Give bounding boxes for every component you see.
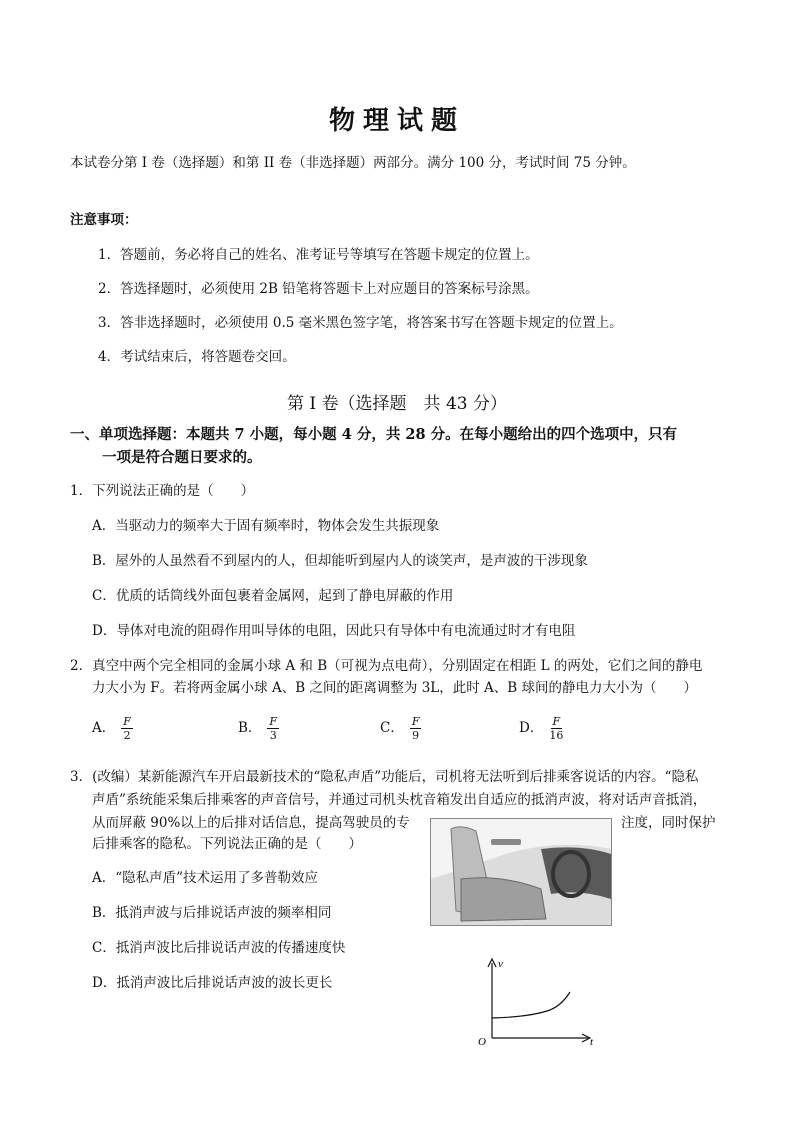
velocity-time-graph bbox=[470, 955, 600, 1050]
q3-option-d: D．抵消声波比后排说话声波的波长更长 bbox=[92, 975, 333, 991]
option-label: D． bbox=[519, 720, 544, 736]
notice-item: 2．答选择题时，必须使用 2B 铅笔将答题卡上对应题目的答案标号涂黑。 bbox=[98, 281, 539, 297]
denominator: 3 bbox=[269, 729, 277, 742]
fraction bbox=[267, 715, 279, 742]
q2-option-a bbox=[92, 715, 133, 742]
question-3-stem-cont: 注度，同时保护 bbox=[621, 815, 716, 831]
car-interior-illustration bbox=[431, 819, 611, 925]
origin-label: O bbox=[478, 1036, 486, 1048]
q2-option-c bbox=[380, 715, 421, 742]
q2-option-d bbox=[519, 715, 563, 742]
x-axis-label: t bbox=[590, 1036, 594, 1048]
fraction bbox=[549, 715, 563, 742]
question-2-stem: 2．真空中两个完全相同的金属小球 A 和 B（可视为点电荷），分别固定在相距 L 的两处，它们之间的静电 bbox=[70, 658, 703, 674]
denominator: 16 bbox=[549, 729, 564, 742]
exam-intro: 本试卷分第 I 卷（选择题）和第 II 卷（非选择题）两部分。满分 100 分，考试时间 75 分钟。 bbox=[70, 155, 636, 171]
numerator: F bbox=[123, 715, 131, 728]
numerator: F bbox=[411, 715, 420, 728]
fraction bbox=[121, 715, 133, 742]
numerator: F bbox=[552, 715, 561, 728]
q3-option-c: C．抵消声波比后排说话声波的传播速度快 bbox=[92, 940, 346, 956]
y-axis-label: v bbox=[498, 958, 503, 970]
section-title: 第 I 卷（选择题 共 43 分） bbox=[287, 394, 507, 414]
q1-option-d: D．导体对电流的阻碍作用叫导体的电阻，因此只有导体中有电流通过时才有电阻 bbox=[92, 623, 576, 639]
question-3-stem-cont: 声盾”系统能采集后排乘客的声音信号，并通过司机头枕音箱发出自适应的抵消声波，将对话声音抵消， bbox=[92, 792, 707, 808]
option-label: B． bbox=[238, 720, 262, 736]
q1-option-c: C．优质的话筒线外面包裹着金属网，起到了静电屏蔽的作用 bbox=[92, 588, 454, 604]
notice-item: 3．答非选择题时，必须使用 0.5 毫米黑色签字笔，将答案书写在答题卡规定的位置上。 bbox=[98, 315, 623, 331]
question-1-stem: 1．下列说法正确的是（ ） bbox=[70, 483, 255, 499]
q1-option-a: A．当驱动力的频率大于固有频率时，物体会发生共振现象 bbox=[92, 518, 440, 534]
option-label: A． bbox=[92, 720, 116, 736]
numerator: F bbox=[269, 715, 278, 728]
vt-curve bbox=[492, 992, 570, 1018]
question-2-stem-cont: 力大小为 F。若将两金属小球 A、B 之间的距离调整为 3L，此时 A、B 球间的静电力大小为（ ） bbox=[92, 680, 698, 696]
fraction bbox=[410, 715, 422, 742]
vt-graph-svg bbox=[470, 955, 600, 1050]
part-one-heading-cont: 一项是符合题日要求的。 bbox=[102, 449, 262, 466]
option-label: C． bbox=[380, 720, 404, 736]
notice-item: 1．答题前，务必将自己的姓名、准考证号等填写在答题卡规定的位置上。 bbox=[98, 247, 539, 263]
question-3-stem: 3．(改编）某新能源汽车开启最新技术的“隐私声盾”功能后，司机将无法听到后排乘客说话的内容。“隐私 bbox=[70, 769, 699, 785]
q3-option-a: A．“隐私声盾”技术运用了多普勒效应 bbox=[92, 870, 319, 886]
question-3-stem-cont: 后排乘客的隐私。下列说法正确的是（ ） bbox=[92, 836, 362, 852]
q2-option-b bbox=[238, 715, 279, 742]
notice-heading: 注意事项： bbox=[70, 212, 138, 228]
q1-option-b: B．屋外的人虽然看不到屋内的人，但却能听到屋内人的谈笑声，是声波的干涉现象 bbox=[92, 553, 588, 569]
part-one-heading: 一、单项选择题：本题共 7 小题，每小题 4 分，共 28 分。在每小题给出的四个选项中，只有 bbox=[70, 426, 678, 443]
question-3-stem-cont: 从而屏蔽 90%以上的后排对话信息，提高驾驶员的专 bbox=[92, 815, 410, 831]
notice-item: 4．考试结束后，将答题卷交回。 bbox=[98, 349, 296, 365]
denominator: 9 bbox=[412, 729, 420, 742]
car-interior-image bbox=[430, 818, 612, 926]
denominator: 2 bbox=[123, 729, 131, 742]
page-title: 物理试题 bbox=[328, 106, 465, 136]
q3-option-b: B．抵消声波与后排说话声波的频率相同 bbox=[92, 905, 332, 921]
